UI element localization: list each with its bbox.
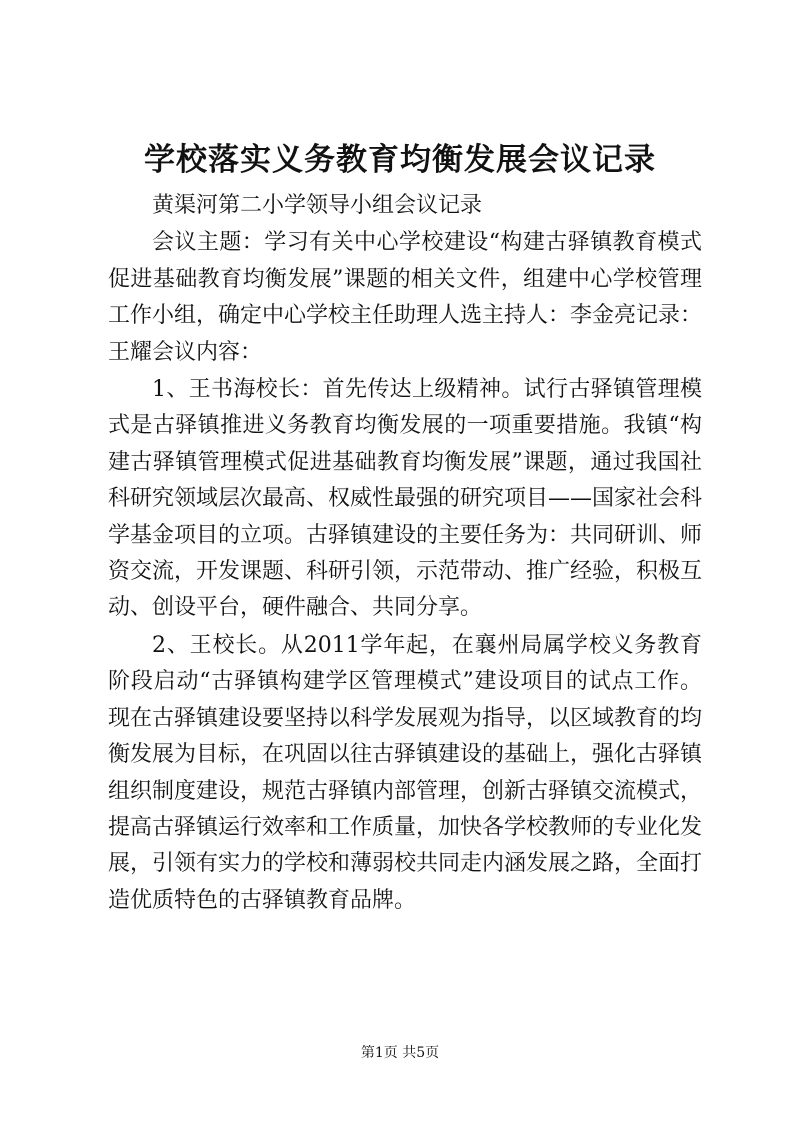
- paragraph-meeting-topic: 会议主题：学习有关中心学校建设“构建古驿镇教育模式促进基础教育均衡发展”课题的相关文件，组建中心学校管理工作小组，确定中心学校主任助理人选主持人：李金亮记录：王耀会议内容：: [108, 230, 703, 365]
- paragraph-organization: 黄渠河第二小学领导小组会议记录: [152, 193, 483, 218]
- paragraph-item-2: 2、王校长。从2011学年起，在襄州局属学校义务教育阶段启动“古驿镇构建学区管理模式”建设项目的试点工作。现在古驿镇建设要坚持以科学发展观为指导，以区域教育的均衡发展为目标，在巩固以往古驿镇建设的基础上，强化古驿镇组织制度建设，规范古驿镇内部管理，创新古驿镇交流模式，提高古驿镇运行效率和工作质量，加快各学校教师的专业化发展，引领有实力的学校和薄弱校共同走内涵发展之路，全面打造优质特色的古驿镇教育品牌。: [108, 632, 703, 913]
- paragraph-item-1: 1、王书海校长：首先传达上级精神。试行古驿镇管理模式是古驿镇推进义务教育均衡发展的一项重要措施。我镇“构建古驿镇管理模式促进基础教育均衡发展”课题，通过我国社科研究领域层次最高、权威性最强的研究项目——国家社会科学基金项目的立项。古驿镇建设的主要任务为：共同研训、师资交流，开发课题、科研引领，示范带动、推广经验，积极互动、创设平台，硬件融合、共同分享。: [108, 377, 703, 621]
- page-indicator: 第1页 共5页: [360, 1045, 440, 1061]
- document-body: [108, 188, 702, 920]
- document-title: 学校落实义务教育均衡发展会议记录: [144, 142, 656, 178]
